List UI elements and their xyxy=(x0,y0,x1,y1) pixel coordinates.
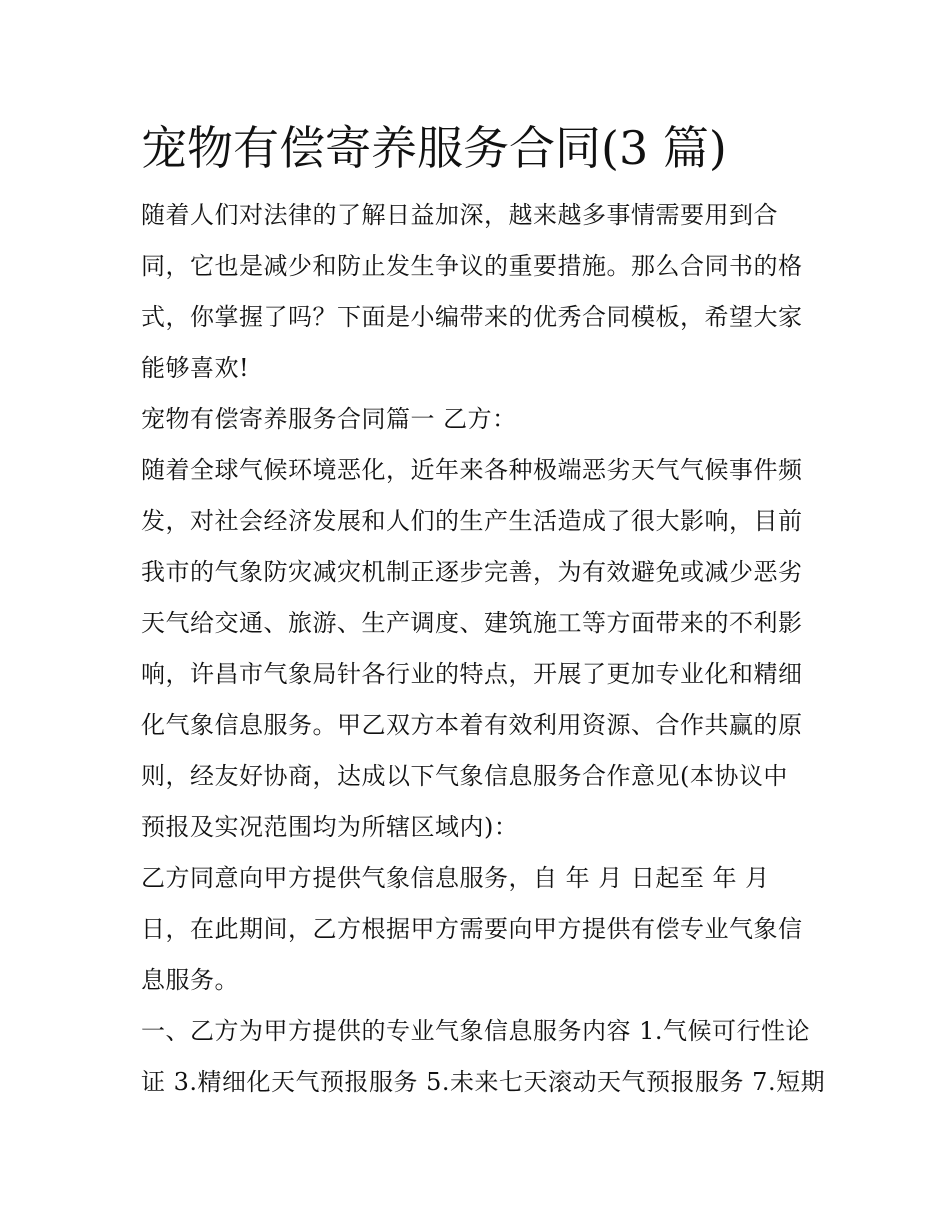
paragraph-line: 预报及实况范围均为所辖区域内)： xyxy=(141,813,519,841)
paragraph-line: 日，在此期间，乙方根据甲方需要向甲方提供有偿专业气象信 xyxy=(141,915,803,943)
paragraph-line: 随着全球气候环境恶化，近年来各种极端恶劣天气气候事件频 xyxy=(141,456,803,484)
paragraph-line: 则，经友好协商，达成以下气象信息服务合作意见(本协议中 xyxy=(141,762,788,790)
document-body xyxy=(141,190,826,1108)
paragraph-line: 乙方同意向甲方提供气象信息服务，自 年 月 日起至 年 月 xyxy=(141,864,770,892)
paragraph-line: 式，你掌握了吗？下面是小编带来的优秀合同模板，希望大家 xyxy=(141,303,803,331)
document-title: 宠物有偿寄养服务合同(3 篇) xyxy=(141,121,727,175)
paragraph-line: 化气象信息服务。甲乙双方本着有效利用资源、合作共赢的原 xyxy=(141,711,803,739)
paragraph-line: 证 3.精细化天气预报服务 5.未来七天滚动天气预报服务 7.短期 xyxy=(141,1068,826,1096)
section-heading: 宠物有偿寄养服务合同篇一 乙方： xyxy=(141,405,517,433)
paragraph-line: 一、乙方为甲方提供的专业气象信息服务内容 1.气候可行性论 xyxy=(141,1017,811,1045)
paragraph-line: 响，许昌市气象局针各行业的特点，开展了更加专业化和精细 xyxy=(141,660,803,688)
paragraph-line: 天气给交通、旅游、生产调度、建筑施工等方面带来的不利影 xyxy=(141,609,803,637)
paragraph-line: 息服务。 xyxy=(141,966,239,994)
document-page xyxy=(141,112,826,1108)
paragraph-line: 能够喜欢! xyxy=(141,354,250,382)
paragraph-line: 随着人们对法律的了解日益加深，越来越多事情需要用到合 xyxy=(141,201,778,229)
paragraph-line: 我市的气象防灾减灾机制正逐步完善，为有效避免或减少恶劣 xyxy=(141,558,803,586)
paragraph-line: 发，对社会经济发展和人们的生产生活造成了很大影响，目前 xyxy=(141,507,803,535)
paragraph-line: 同，它也是减少和防止发生争议的重要措施。那么合同书的格 xyxy=(141,252,803,280)
